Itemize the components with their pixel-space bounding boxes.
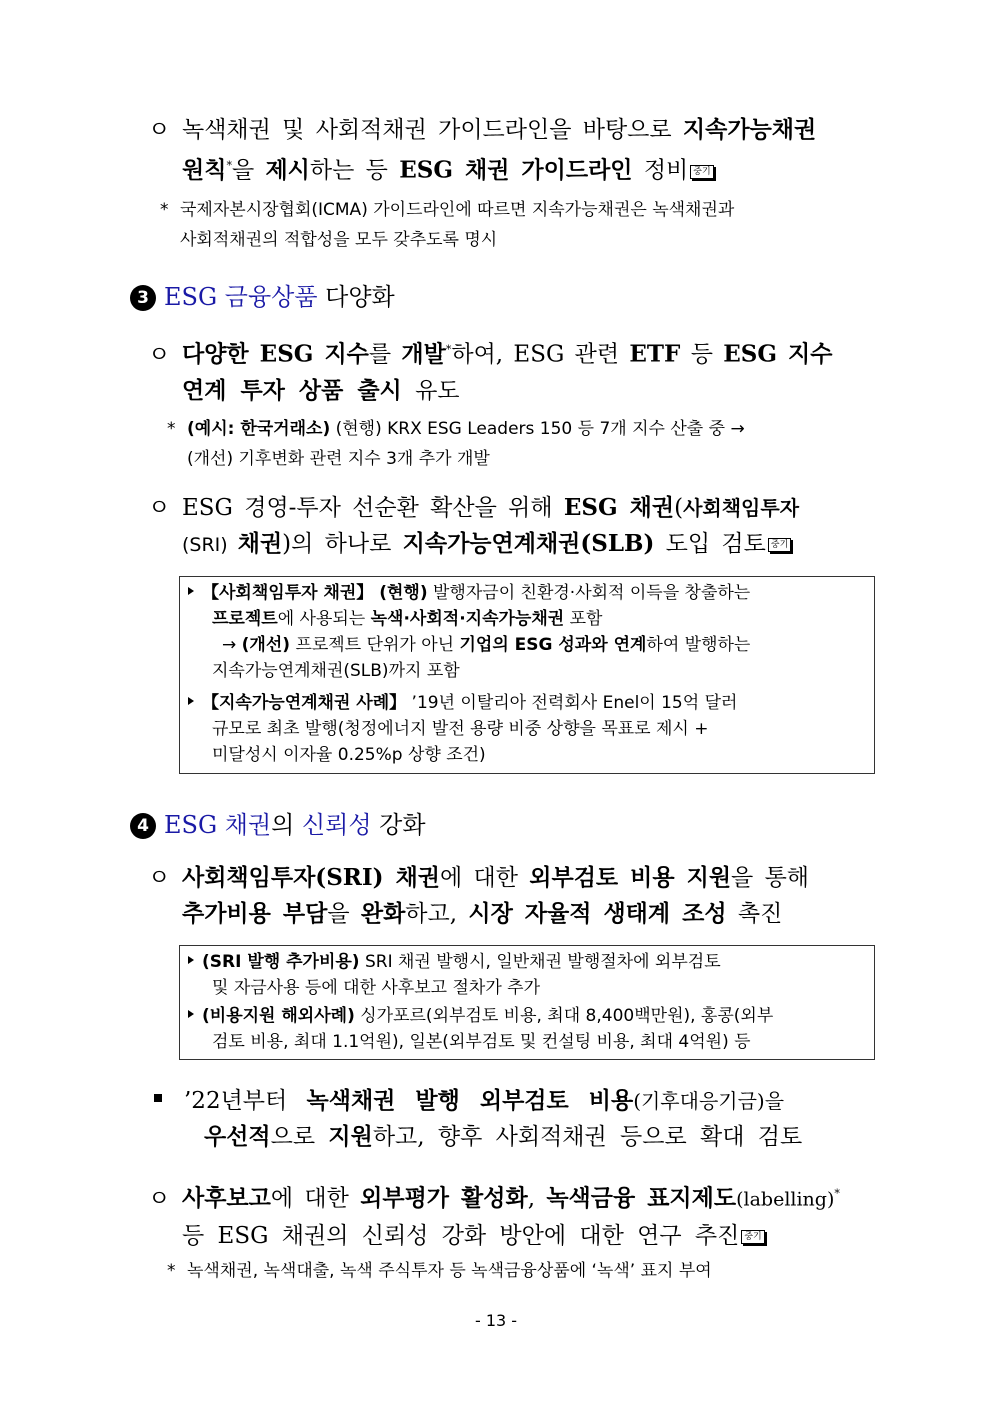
text: 에 대한 [270,1185,361,1212]
text: 미달성시 이자율 0.25%p 상향 조건) [212,745,486,765]
item-line [188,690,868,716]
box-2-item-2 [188,1003,868,1055]
item-line [188,606,868,632]
asterisk-marker: * [167,419,176,439]
text-bold: 채권 [237,530,283,557]
text: 국제자본시장협회(ICMA) 가이드라인에 따르면 지속가능채권은 녹색채권과 [180,200,735,220]
item-line [188,716,868,742]
text-bold: 지원 [328,1123,373,1150]
text-bold: (예시: 한국거래소) [187,419,331,439]
box-2-item-1 [188,949,868,1001]
section-4-line-1 [148,860,878,896]
note-line-1 [167,414,879,444]
text: 규모로 최초 발행(청정에너지 발전 용량 비중 상향을 목표로 제시 + [212,719,709,739]
text-bold: (개선) [241,635,291,655]
circle-bullet: ㅇ [148,117,171,143]
text: (labelling) [736,1188,835,1211]
heading-text: 강화 [371,811,426,839]
text-bold: 프로젝트 [212,609,278,629]
text: 지속가능연계채권(SLB)까지 포함 [212,661,460,681]
section-2-line-1 [148,332,878,373]
triangle-bullet-icon [188,956,194,964]
text: 에 사용되는 [277,609,371,629]
text: (현행) KRX ESG Leaders 150 등 7개 지수 산출 중 → [330,419,745,439]
section-3-line-2 [148,526,878,563]
circle-bullet: ㅇ [148,1185,171,1212]
text-bold: 사회책임투자(SRI) 채권 [182,864,440,891]
text: 발행자금이 친환경·사회적 이득을 창출하는 [427,583,751,603]
text: (개선) 기후변화 관련 지수 3개 추가 개발 [187,449,490,469]
section-4-line-2 [148,896,878,932]
text: 프로젝트 단위가 아닌 [290,635,460,655]
text-bold: 추가비용 부담 [182,900,328,927]
text: 도입 검토 [654,531,766,557]
footnote-mark: * [834,1187,840,1200]
text: 및 자금사용 등에 대한 사후보고 절차가 추가 [212,978,541,998]
asterisk-marker: * [167,1261,176,1281]
section-2 [148,332,878,409]
item-line [188,632,868,658]
text: 을 [327,901,361,927]
section-5 [154,1083,878,1155]
square-bullet-wrap [154,1083,184,1119]
text-bold: 개발 [401,340,446,368]
text-bold: 외부평가 활성화 [360,1184,528,1212]
note-line-1 [167,1256,879,1286]
text-bold: 다양한 ESG 지수 [182,340,369,368]
text: 녹색채권 및 사회적채권 가이드라인을 바탕으로 [182,117,683,143]
section-5-line-1 [154,1083,878,1119]
section-2-note [167,414,879,474]
text-bold: 원칙 [182,156,227,184]
heading-text-blue: ESG 금융상품 [164,283,318,311]
text: 등 ESG 채권의 신뢰성 강화 방안에 대한 연구 추진 [182,1222,740,1249]
heading-text: 다양화 [317,283,395,311]
footnote-mark: * [445,343,452,356]
text-bold: 【사회책임투자 채권】 (현행) [202,583,428,603]
text: (기후대응기금)을 [633,1089,785,1113]
text-bold: 완화 [360,900,406,927]
text-bold: 녹색·사회적·지속가능채권 [370,609,565,629]
square-bullet-icon [154,1094,162,1102]
note-line-1 [160,195,880,225]
asterisk-marker: * [160,200,169,220]
text: 싱가포르(외부검토 비용, 최대 8,400백만원), 홍콩(외부 [354,1006,774,1026]
item-line [188,1029,868,1055]
text-bold: 연계 투자 상품 출시 [182,376,402,404]
text-bold: 사후보고 [182,1184,271,1212]
footnote-mark: * [226,159,232,172]
section-1-line-1 [148,112,878,148]
section-1-note [160,195,880,255]
text: 포함 [564,609,603,629]
triangle-bullet-icon [188,1010,194,1018]
item-line [188,580,868,606]
text: 하는 등 [309,157,400,184]
page-number: - 13 - [474,1311,518,1330]
number-4-icon: 4 [130,813,156,839]
note-line-2 [160,225,880,255]
midterm-tag: 중기 [741,1230,764,1244]
section-3-line-1 [148,490,878,526]
text-bold: ESG 채권 가이드라인 [399,156,633,184]
text-bold: (비용지원 해외사례) [202,1006,355,1026]
note-line-2 [167,444,879,474]
triangle-bullet-icon [188,587,194,595]
heading-text: 의 [271,811,302,839]
text: 등 [680,341,724,368]
heading-4 [130,806,426,844]
text: 녹색채권, 녹색대출, 녹색 주식투자 등 녹색금융상품에 ‘녹색’ 표지 부여 [187,1261,712,1281]
item-line [188,742,868,768]
triangle-bullet-icon [188,697,194,705]
box-1-item-1 [188,580,868,684]
text: 하고, [405,901,469,927]
item-line [188,1003,868,1029]
text: 검토 비용, 최대 1.1억원), 일본(외부검토 및 컨설팅 비용, 최대 4억원) 등 [212,1032,751,1052]
section-4 [148,860,878,932]
text: ESG 경영-투자 선순환 확산을 위해 [182,495,564,521]
text: 으로 [270,1124,329,1150]
info-box-1 [179,576,875,774]
heading-text-blue: ESG 채권 [164,811,272,839]
text-bold: 시장 자율적 생태계 조성 [468,900,727,927]
heading-3 [130,278,395,316]
item-line [188,949,868,975]
text-bold: 사회책임투자 [683,496,800,520]
text: 촉진 [726,901,783,927]
text: 유도 [401,377,460,404]
text: ’22년부터 [184,1088,307,1114]
section-6-note [167,1256,879,1286]
text: 에 대한 [440,865,530,891]
text: 정비 [632,157,689,184]
text-bold: 우선적 [204,1123,271,1150]
item-line [188,975,868,1001]
section-1-line-2 [148,148,878,189]
section-6-line-1 [148,1176,878,1218]
circle-bullet: ㅇ [148,495,171,521]
box-1-item-2 [188,690,868,768]
item-line [188,658,868,684]
text: 하여, ESG 관련 [451,341,630,368]
text-bold: 기업의 ESG 성과와 연계 [459,635,647,655]
number-3-icon: 3 [130,285,156,311]
text-bold: ESG 지수 [723,340,833,368]
text-bold: 지속가능채권 [682,116,817,143]
text: → [222,635,242,655]
text-bold: 녹색금융 표지제도 [546,1184,737,1212]
text: 을 [231,157,266,184]
text: (SRI) [182,534,238,556]
midterm-tag: 중기 [690,165,713,179]
text-bold: (SRI 발행 추가비용) [202,952,360,972]
section-6 [148,1176,878,1254]
section-3 [148,490,878,563]
heading-text-blue: 신뢰성 [301,811,372,839]
text: SRI 채권 발행시, 일반채권 발행절차에 외부검토 [359,952,721,972]
section-1 [148,112,878,189]
midterm-tag: 중기 [768,538,791,552]
text: ( [674,495,684,521]
text: 하여 발행하는 [646,635,751,655]
text: ’19년 이탈리아 전력회사 Enel이 15억 달러 [406,693,738,713]
text: 을 통해 [731,865,810,891]
circle-bullet: ㅇ [148,865,171,891]
text: )의 하나로 [282,531,403,557]
text: 를 [368,341,402,368]
text-bold: 외부검토 비용 지원 [529,864,732,891]
section-5-line-2 [154,1119,878,1155]
text: , [527,1185,547,1212]
text-bold: 지속가능연계채권(SLB) [402,530,655,557]
section-6-line-2 [148,1218,878,1254]
info-box-2 [179,945,875,1060]
text-bold: ETF [629,340,681,368]
text-bold: 녹색채권 발행 외부검토 비용 [306,1087,634,1114]
circle-bullet: ㅇ [148,341,171,368]
text-bold: 제시 [265,156,310,184]
section-2-line-2 [148,373,878,409]
text: 하고, 향후 사회적채권 등으로 확대 검토 [372,1124,803,1150]
text-bold: 【지속가능연계채권 사례】 [202,693,407,713]
text: 사회적채권의 적합성을 모두 갖추도록 명시 [180,230,498,250]
text-bold: ESG 채권 [563,494,675,521]
